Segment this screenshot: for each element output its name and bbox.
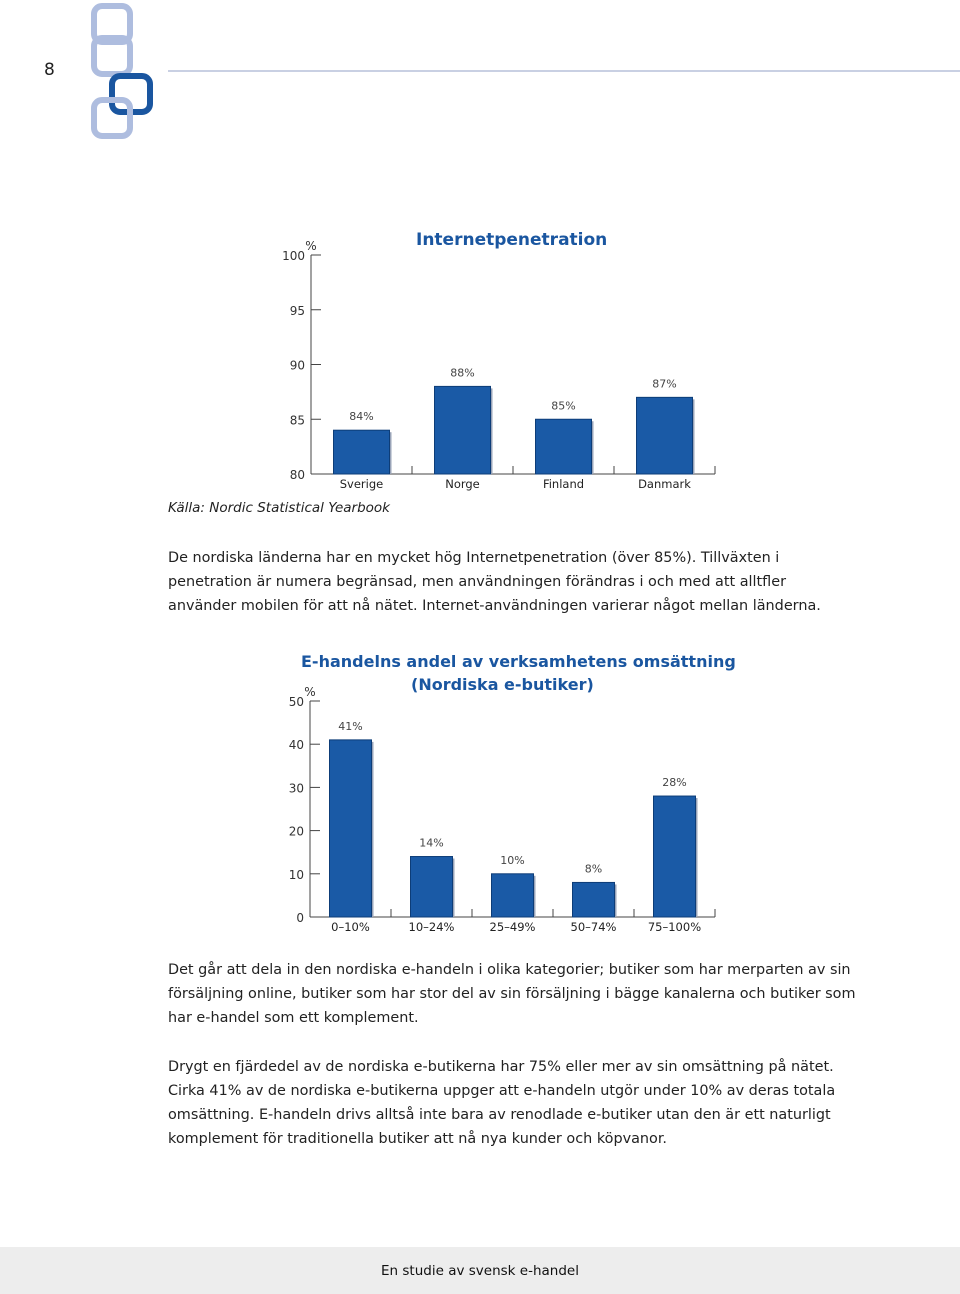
chart2-data-label: 28% [662,776,687,790]
chart2-y-tick-label: 50 [288,695,304,709]
paragraph-3: Drygt en fjärdedel av de nordiska e-butikerna har 75% eller mer av sin omsättning på nätet. Cirka 41% av de nordiska e-butikerna uppger att e-handeln utgör under 10% av deras totala omsättning. E-handeln drivs alltså inte bara av renodlade e-butiker utan den är ett naturligt komplement för traditionella butiker att nå nya kunder och köpvanor. [168,1059,836,1147]
paragraph-2: Det går att dela in den nordiska e-handeln i olika kategorier; butiker som har merparten av sin försäljning online, butiker som har stor del av sin försäljning i bägge kanalerna och butiker som har e-handel som ett komplement. [168,962,856,1026]
chart2-data-label: 8% [584,862,603,876]
chart1-data-label: 85% [551,399,576,413]
chart1-data-label: 87% [652,377,677,391]
chart1-y-unit: % [305,239,317,253]
chart1-data-label: 84% [349,410,374,424]
chart2-data-label: 41% [338,719,363,733]
chart2-bar [573,882,615,917]
chart2-y-tick-label: 30 [288,781,304,796]
chart2-x-tick-label: 10–24% [408,920,455,934]
chart2-bar [654,796,696,917]
chart2-subtitle: (Nordiska e-butiker) [411,675,594,694]
chart2-y-tick-label: 20 [288,824,304,839]
chart1-x-tick-label: Danmark [638,477,691,491]
chart1-title: Internetpenetration [416,230,608,250]
chart2-bar [411,857,453,917]
chart2-data-label: 14% [419,836,444,850]
chart1-y-tick-label: 100 [282,249,305,263]
source-note: Källa: Nordic Statistical Yearbook [168,500,390,516]
chart2-y-unit: % [304,685,316,699]
chart2-title: E-handelns andel av verksamhetens omsättning [301,652,736,671]
chart1-x-tick-label: Finland [542,477,585,491]
chart2-x-tick-label: 0–10% [331,920,370,934]
chart2-bar [330,740,372,917]
chart1-y-tick-label: 90 [289,358,305,373]
chart1-x-tick-label: Sverige [339,477,384,491]
paragraph-1: De nordiska länderna har en mycket hög Internetpenetration (över 85%). Tillväxten i penetration är numera begränsad, men användningen förändras i och med att alltfler använder mobilen för att nå nätet. Internet-användningen varierar något mellan länderna. [168,550,821,614]
footer-text: En studie av svensk e-handel [381,1263,579,1279]
chart2-x-tick-label: 25–49% [489,920,536,934]
chart1-data-label: 88% [450,366,475,380]
chart1-y-tick-label: 80 [289,468,305,482]
chart1-x-tick-label: Norge [445,477,480,491]
chart2-y-tick-label: 10 [288,867,304,882]
chart1-y-tick-label: 85 [289,413,305,428]
page-number: 8 [44,60,55,80]
chart2-x-tick-label: 75–100% [647,920,702,934]
chart2-bar [492,874,534,917]
chart2-y-tick-label: 40 [288,738,304,753]
chart2-data-label: 10% [500,853,525,867]
chart2-x-tick-label: 50–74% [570,920,617,934]
chart1-y-tick-label: 95 [289,303,305,318]
chart2-y-tick-label: 0 [296,911,304,925]
